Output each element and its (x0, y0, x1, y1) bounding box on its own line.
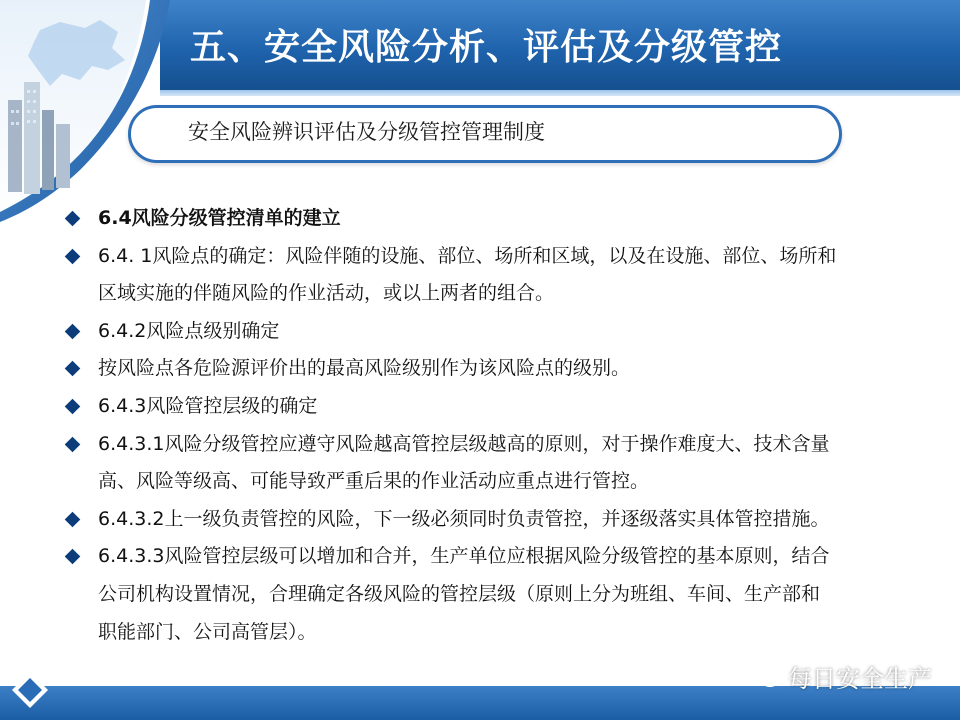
bullet-line: 6.4.2风险点级别确定 (98, 319, 280, 342)
bullet-line: 6.4.3风险管控层级的确定 (98, 394, 318, 417)
bullet-line: 6.4.3.2上一级负责管控的风险，下一级必须同时负责管控，并逐级落实具体管控措施。 (98, 507, 830, 530)
diamond-bullet-icon (65, 436, 81, 452)
bullet-item (62, 501, 932, 539)
bullet-line: 公司机构设置情况，合理确定各级风险的管控层级（原则上分为班组、车间、生产部和 (98, 582, 821, 605)
bullet-line: 6.4风险分级管控清单的建立 (98, 207, 341, 229)
wechat-icon (750, 663, 780, 689)
slide-subtitle: 安全风险辨识评估及分级管控管理制度 (188, 120, 545, 144)
bullet-list (62, 200, 932, 651)
diamond-bullet-icon (65, 361, 81, 377)
header-underline (160, 90, 960, 96)
slide-title: 五、安全风险分析、评估及分级管控 (190, 27, 783, 68)
diamond-bullet-icon (65, 324, 81, 340)
diamond-bullet-icon (65, 399, 81, 415)
footer-diamond-icon (0, 660, 60, 720)
bullet-line: 职能部门、公司高管层）。 (98, 620, 317, 643)
bullet-item (62, 388, 932, 426)
diamond-bullet-icon (65, 211, 81, 227)
diamond-bullet-icon (65, 248, 81, 264)
bullet-line: 6.4.3.1风险分级管控应遵守风险越高管控层级越高的原则，对于操作难度大、技术含量 (98, 432, 830, 455)
diamond-bullet-icon (65, 549, 81, 565)
bullet-line: 6.4.3.3风险管控层级可以增加和合并，生产单位应根据风险分级管控的基本原则，结合 (98, 545, 830, 568)
bullet-item (62, 350, 932, 388)
bullet-item (62, 313, 932, 351)
bullet-line: 按风险点各危险源评价出的最高风险级别作为该风险点的级别。 (98, 357, 631, 380)
bullet-line: 高、风险等级高、可能导致严重后果的作业活动应重点进行管控。 (98, 470, 650, 493)
bullet-line: 区域实施的伴随风险的作业活动，或以上两者的组合。 (98, 282, 555, 305)
watermark (750, 658, 932, 694)
bullet-item (62, 426, 932, 501)
bullet-item (62, 538, 932, 651)
bullet-item (62, 200, 932, 238)
watermark-text: 每日安全生产 (788, 664, 932, 693)
diamond-bullet-icon (65, 511, 81, 527)
bullet-line: 6.4. 1风险点的确定：风险伴随的设施、部位、场所和区域，以及在设施、部位、场所和 (98, 244, 837, 267)
bullet-item (62, 238, 932, 313)
